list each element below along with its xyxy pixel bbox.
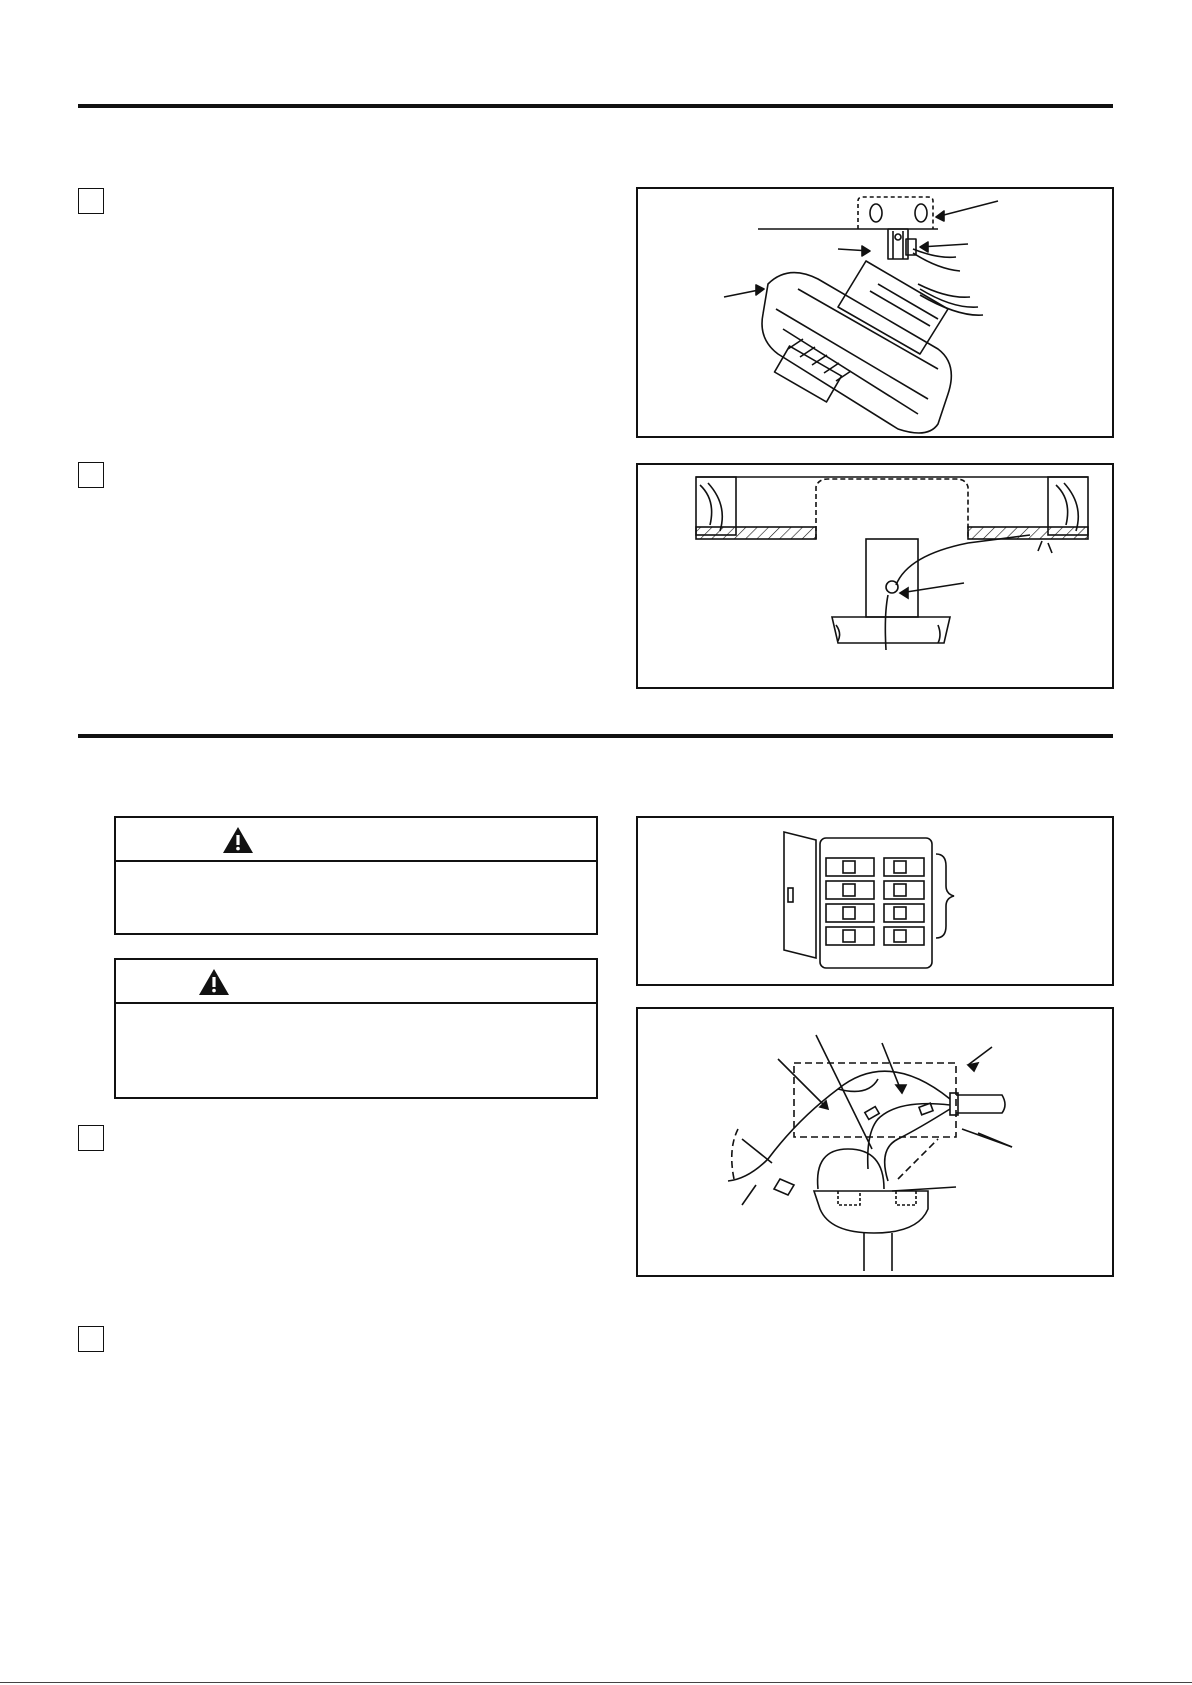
warning-callout [114, 816, 598, 935]
page-bottom-edge [0, 1682, 1192, 1683]
step-marker-4 [78, 1326, 104, 1352]
figure-canopy-ground [636, 463, 1114, 689]
figure-hanging-motor [636, 187, 1114, 438]
warning-callout [114, 958, 598, 1099]
warning-callout-header [116, 960, 596, 1004]
step-marker-3 [78, 1125, 104, 1151]
breaker-panel-illustration [638, 818, 1114, 986]
warning-triangle-icon [198, 968, 230, 996]
warning-callout-header [116, 818, 596, 862]
warning-triangle-icon [222, 826, 254, 854]
hanging-motor-illustration [638, 189, 1114, 438]
wiring-illustration [638, 1009, 1114, 1277]
figure-wiring-connections [636, 1007, 1114, 1277]
section-divider [78, 734, 1113, 738]
canopy-ground-illustration [638, 465, 1114, 689]
figure-breaker-panel [636, 816, 1114, 986]
section-divider [78, 104, 1113, 108]
step-marker-2 [78, 462, 104, 488]
step-marker-1 [78, 188, 104, 214]
